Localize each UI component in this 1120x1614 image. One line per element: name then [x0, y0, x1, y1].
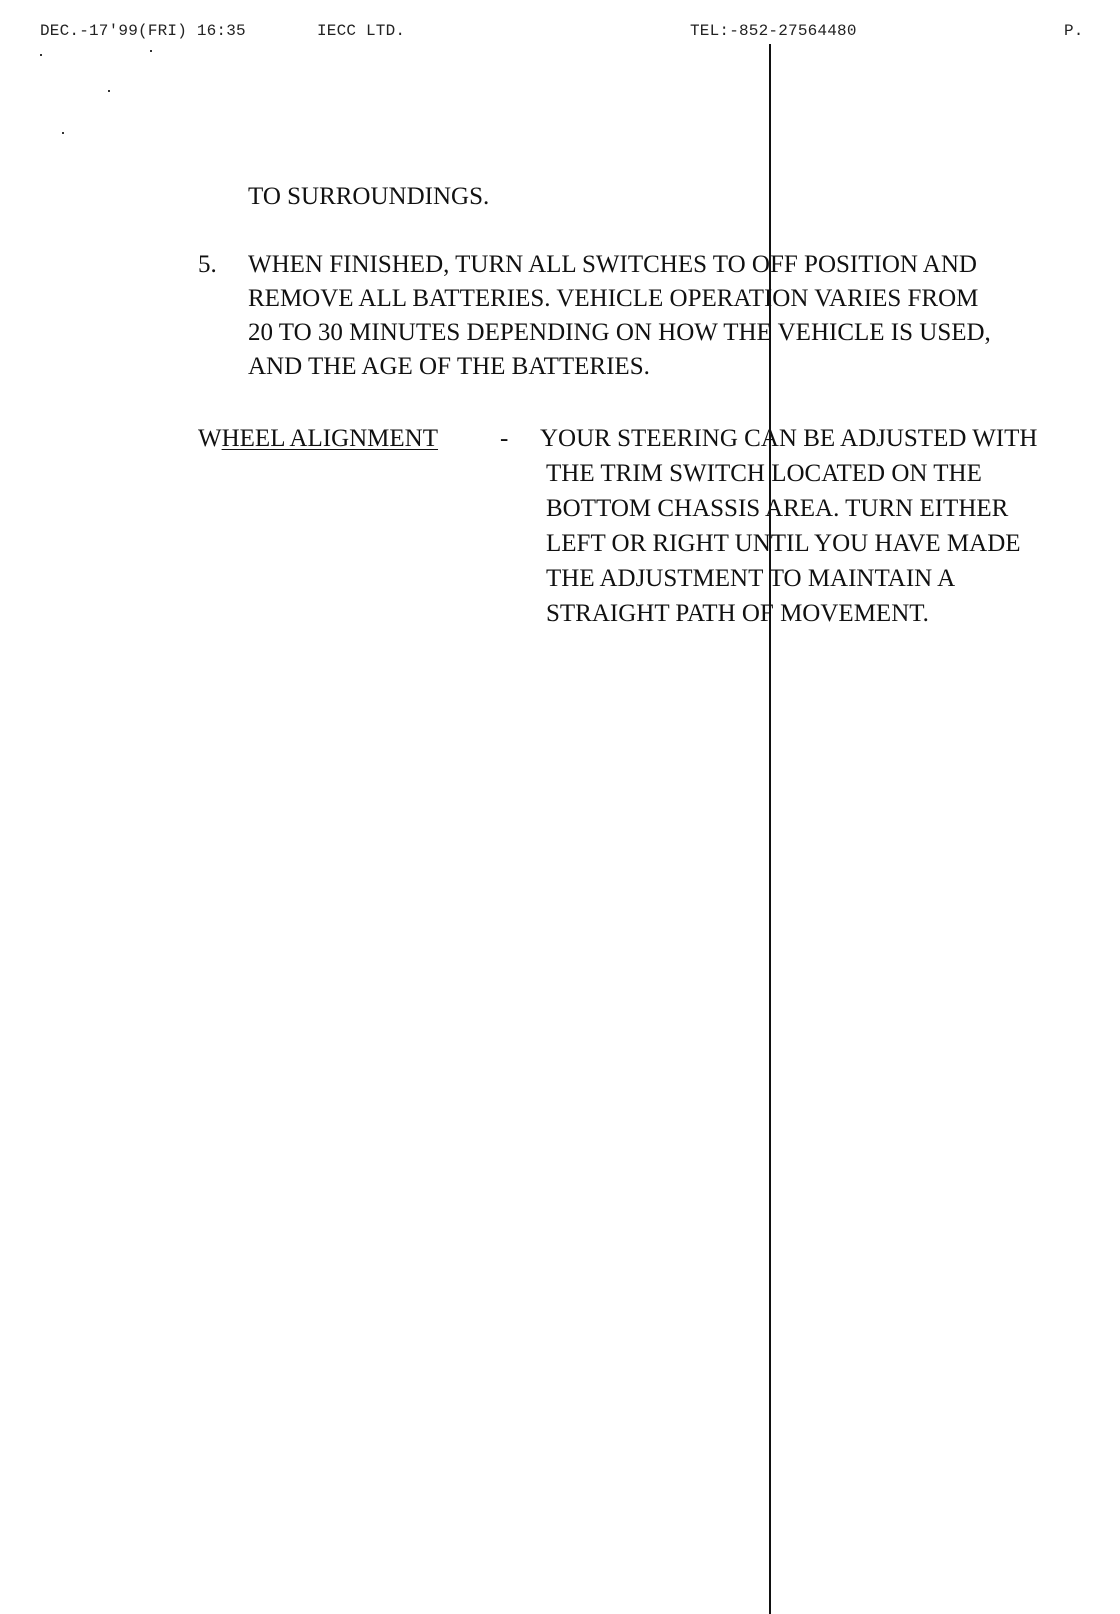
fax-date: DEC.-17'99(FRI) 16:35	[40, 22, 246, 40]
description-line: YOUR STEERING CAN BE ADJUSTED WITH	[540, 425, 1038, 452]
section-heading-underlined: HEEL ALIGNMENT	[221, 425, 439, 452]
description-line: STRAIGHT PATH OF MOVEMENT.	[546, 600, 929, 627]
scan-speck	[108, 90, 110, 92]
scan-speck	[150, 50, 152, 52]
section-dash: -	[500, 425, 509, 452]
continuation-text: TO SURROUNDINGS.	[248, 183, 490, 210]
item-line: REMOVE ALL BATTERIES. VEHICLE OPERATION VARIES FROM	[248, 285, 979, 312]
item-line: WHEN FINISHED, TURN ALL SWITCHES TO OFF POSITION AND	[248, 251, 977, 278]
item-number: 5.	[198, 251, 217, 278]
description-line: THE TRIM SWITCH LOCATED ON THE	[546, 460, 982, 487]
item-line: 20 TO 30 MINUTES DEPENDING ON HOW THE VEHICLE IS USED,	[248, 319, 991, 346]
fax-page-number: P.	[1064, 22, 1084, 40]
scan-speck	[40, 54, 42, 56]
description-line: THE ADJUSTMENT TO MAINTAIN A	[546, 565, 956, 592]
section-description	[540, 422, 1120, 632]
fax-header	[40, 22, 1120, 44]
scan-speck	[62, 132, 64, 134]
fax-telephone: TEL:-852-27564480	[690, 22, 857, 40]
fax-company: IECC LTD.	[317, 22, 406, 40]
description-line: LEFT OR RIGHT UNTIL YOU HAVE MADE	[546, 530, 1021, 557]
item-line: AND THE AGE OF THE BATTERIES.	[248, 353, 650, 380]
item-paragraph	[248, 248, 1108, 384]
section-heading-initial: W	[198, 425, 222, 452]
description-line: BOTTOM CHASSIS AREA. TURN EITHER	[546, 495, 1009, 522]
section-heading	[198, 422, 438, 456]
